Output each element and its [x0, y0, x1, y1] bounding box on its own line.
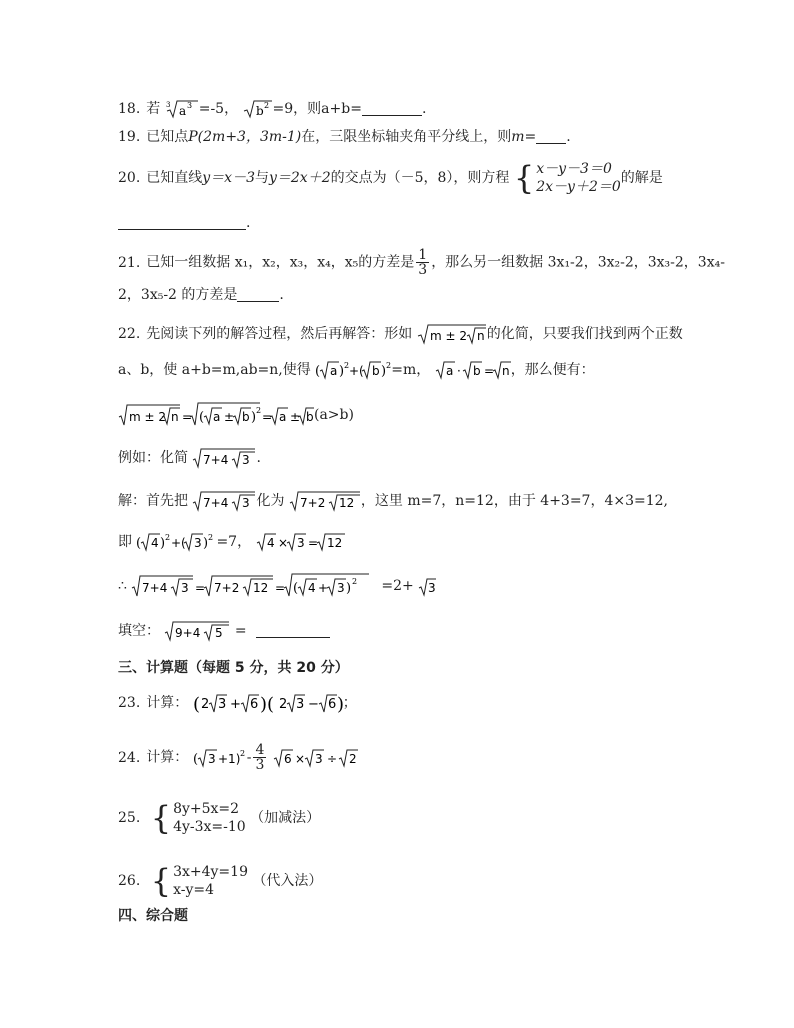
question-20: 20. 已知直线y＝x－3与y＝2x＋2的交点为（－5，8），则方程 { x－y－3＝0 2x－y＋2＝0 的解是	[118, 159, 663, 197]
question-19: 19. 已知点P(2m+3，3m-1)在，三限坐标轴夹角平分线上，则m= .	[118, 129, 571, 145]
question-22-ji: 即 ( 4 ) 2 +( 3 ) 2 =7， 4 × 3 = 12	[118, 531, 346, 553]
sqrt-a-times-sqrt-b	[435, 359, 511, 381]
svg-text:2: 2	[348, 751, 357, 766]
question-22: 22. 先阅读下列的解答过程，然后再解答：形如 m ± 2 n 的化简，只要我们找到两个正数	[118, 323, 683, 345]
question-21: 21. 已知一组数据 x₁，x₂，x₃，x₄，x₅的方差是 $\frac{1}{3}$ ，那么另一组数据 3x₁-2，3x₂-2，3x₃-2，3x₄-	[118, 247, 725, 278]
section-4-title: 四、综合题	[118, 908, 188, 924]
sqrt-7-plus-4sqrt3	[192, 490, 256, 512]
svg-text:9+4: 9+4	[175, 626, 201, 640]
svg-text:): )	[203, 536, 209, 551]
svg-text:m ± 2: m ± 2	[129, 410, 167, 424]
question-23: 23. 计算： ( 2 3 + 6 )( 2 3 − 6 ) ；	[118, 690, 357, 716]
question-18: 18. 若 3 a 3 =-5， b 2 =9，则a+b= .	[118, 101, 427, 118]
svg-text:3: 3	[194, 536, 203, 550]
svg-text:+1): +1)	[217, 751, 241, 766]
svg-text:3: 3	[186, 101, 192, 110]
svg-text:2: 2	[208, 533, 214, 542]
svg-text:12: 12	[253, 581, 269, 595]
svg-text:3: 3	[217, 697, 226, 712]
svg-text:−: −	[307, 697, 319, 712]
svg-text:7+4: 7+4	[142, 581, 168, 595]
fraction: $\frac{1}{3}$	[418, 247, 428, 278]
question-number: 18.	[118, 101, 141, 117]
therefore-chain	[131, 573, 381, 599]
answer-blank[interactable]	[118, 229, 246, 230]
svg-text:3: 3	[337, 581, 346, 595]
svg-text:=: =	[483, 364, 494, 378]
svg-text:+(: +(	[349, 364, 364, 378]
svg-text:×: ×	[294, 751, 305, 766]
svg-text:): )	[251, 410, 257, 425]
svg-text:+(: +(	[171, 536, 187, 550]
equation-system: { 8y+5x=2 4y-3x=-10	[150, 799, 246, 837]
svg-text:2: 2	[256, 406, 262, 415]
question-number: 22.	[118, 326, 141, 342]
svg-text:3: 3	[295, 697, 304, 712]
svg-text:(: (	[199, 410, 205, 425]
sqrt4-times-sqrt3	[256, 531, 346, 553]
answer-blank[interactable]	[256, 637, 330, 638]
svg-text:2: 2	[278, 697, 287, 712]
svg-text:2: 2	[386, 361, 392, 370]
svg-text:7+2: 7+2	[299, 496, 326, 510]
svg-text:(: (	[192, 751, 198, 767]
answer-blank[interactable]	[536, 143, 566, 144]
equation-system: { 3x+4y=19 x-y=4	[150, 862, 248, 900]
answer-blank[interactable]	[362, 115, 422, 116]
svg-text:): )	[339, 364, 345, 379]
svg-text:2: 2	[344, 361, 350, 370]
question-25: 25. { 8y+5x=2 4y-3x=-10 （加减法）	[118, 799, 321, 837]
sqrt-7-plus-2sqrt12	[289, 490, 361, 512]
svg-text:4: 4	[151, 536, 160, 550]
svg-text:b: b	[242, 410, 250, 424]
svg-text:m ± 2: m ± 2	[429, 329, 467, 343]
svg-text:(: (	[136, 536, 142, 551]
question-number: 23.	[118, 695, 141, 711]
svg-text:3: 3	[165, 101, 171, 109]
svg-text:): )	[381, 364, 387, 379]
svg-text:a: a	[213, 410, 221, 424]
svg-text:±: ±	[224, 410, 235, 424]
sqrt-9-plus-4sqrt5	[164, 620, 230, 642]
svg-text:a: a	[279, 410, 287, 424]
svg-text:2: 2	[165, 533, 171, 542]
svg-text:·: ·	[456, 364, 461, 378]
svg-text:÷: ÷	[326, 751, 337, 766]
sqrt4-sq-plus-sqrt3-sq	[136, 531, 216, 553]
svg-text:n: n	[476, 329, 485, 343]
svg-text:b: b	[372, 364, 380, 378]
svg-text:a: a	[178, 104, 186, 118]
svg-text:3: 3	[242, 496, 251, 510]
product-expression	[193, 690, 343, 716]
question-20-answer-line: .	[118, 213, 250, 233]
svg-text:6: 6	[283, 751, 292, 766]
svg-text:+: +	[229, 697, 241, 712]
svg-text:)(: )(	[259, 694, 274, 715]
question-22-solution: 解：首先把 7+4 3 化为 7+2 12 ，这里 m=7，n=12，由于 4+3=7，4×3=12,	[118, 490, 668, 512]
svg-text:6: 6	[249, 697, 258, 712]
sqrt-m-pm-2sqrt-n	[417, 323, 487, 345]
sqrt-b-squared	[243, 99, 273, 119]
svg-text:3: 3	[207, 751, 216, 766]
svg-text:=: =	[262, 410, 273, 424]
identity-formula	[118, 402, 314, 428]
svg-text:7+4: 7+4	[203, 453, 229, 467]
svg-text:2: 2	[263, 101, 269, 110]
svg-text:=: =	[182, 410, 193, 424]
question-number: 21.	[118, 254, 141, 271]
svg-text:4: 4	[266, 536, 275, 550]
svg-text:+: +	[318, 581, 329, 595]
svg-text:a: a	[330, 364, 338, 378]
question-22-formula: m ± 2 n = ( a ± b ) 2 = a ± b (a>b)	[118, 402, 354, 428]
question-22-example: 例如：化简 7+4 3 .	[118, 447, 261, 469]
answer-blank[interactable]	[237, 301, 279, 302]
svg-text:=: =	[275, 581, 286, 595]
svg-text:(: (	[293, 581, 299, 596]
question-21-line2: 2，3x₅-2 的方差是 .	[118, 287, 284, 303]
svg-text:×: ×	[277, 536, 288, 550]
svg-text:3: 3	[242, 453, 251, 467]
question-number: 24.	[118, 749, 141, 766]
sqrt3-plus-1-squared	[193, 747, 247, 769]
svg-text:b: b	[255, 104, 264, 118]
svg-text:b: b	[306, 410, 314, 424]
equation-system: { x－y－3＝0 2x－y＋2＝0	[513, 159, 621, 197]
svg-text:=: =	[307, 536, 318, 550]
svg-text:3: 3	[314, 751, 323, 766]
question-number: 26.	[118, 873, 141, 889]
svg-text:n: n	[501, 364, 510, 378]
sqrt-7-plus-4sqrt3	[192, 447, 256, 469]
svg-text:(: (	[315, 364, 321, 379]
sqrt6-times-sqrt3-div-sqrt2	[273, 747, 363, 769]
svg-text:2: 2	[352, 577, 358, 586]
svg-text:12: 12	[326, 536, 342, 550]
svg-text:b: b	[472, 364, 481, 378]
svg-text:7+4: 7+4	[203, 496, 229, 510]
svg-text:=: =	[195, 581, 206, 595]
cube-root-a-cubed	[165, 99, 199, 119]
sqrt-3	[418, 575, 436, 597]
question-22-fill: 填空： 9+4 5 =	[118, 620, 330, 642]
question-22-therefore: ∴ 7+4 3 = 7+2 12 = ( 4 + 3 ) 2 =2+ 3	[118, 573, 436, 599]
question-22-line2: a、b，使 a+b=m,ab=n,使得 ( a ) 2 +( b ) 2 =m， a · b = n ，那么便有：	[118, 361, 595, 379]
svg-text:): )	[336, 694, 344, 715]
svg-text:6: 6	[327, 697, 336, 712]
svg-text:2: 2	[200, 697, 209, 712]
svg-text:2: 2	[239, 748, 245, 758]
svg-text:5: 5	[215, 626, 224, 640]
svg-text:3: 3	[296, 536, 305, 550]
question-number: 20.	[118, 170, 141, 186]
svg-text:12: 12	[338, 496, 355, 510]
svg-text:3: 3	[181, 581, 190, 595]
question-number: 25.	[118, 810, 141, 826]
sqrt-a-sq-plus-sqrt-b-sq	[315, 359, 391, 381]
svg-text:4: 4	[308, 581, 317, 595]
svg-text:): )	[160, 536, 166, 551]
section-3-title: 三、计算题（每题 5 分，共 20 分）	[118, 660, 349, 676]
svg-text:(: (	[192, 694, 200, 715]
svg-text:): )	[346, 581, 352, 596]
svg-text:a: a	[445, 364, 454, 378]
question-26: 26. { 3x+4y=19 x-y=4 （代入法）	[118, 862, 323, 900]
svg-text:n: n	[171, 410, 179, 424]
question-number: 19.	[118, 129, 141, 145]
question-24: 24. 计算： ( 3 +1) 2 - $\frac{4}{3}$ 6 × 3 ÷ 2	[118, 743, 363, 772]
svg-text:7+2: 7+2	[214, 581, 240, 595]
fraction: $\frac{4}{3}$	[255, 742, 265, 773]
svg-text:3: 3	[428, 581, 436, 595]
svg-text:±: ±	[290, 410, 301, 424]
